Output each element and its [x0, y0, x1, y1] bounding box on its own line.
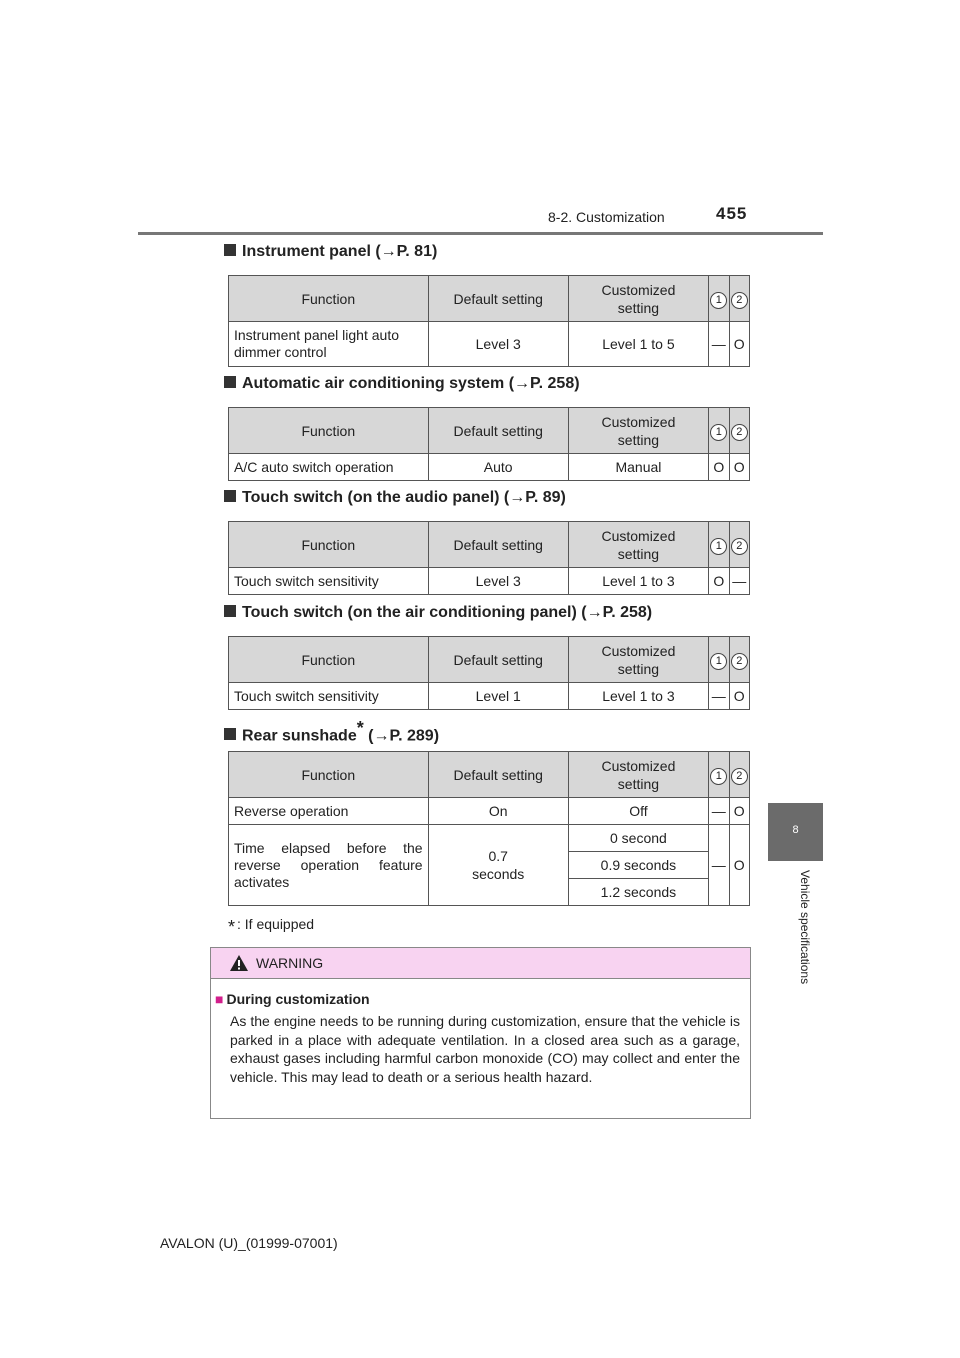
- cell-col-1: O: [709, 454, 729, 481]
- header-default: Default setting: [428, 276, 568, 322]
- cell-col-1: —: [709, 825, 729, 906]
- cell-customized: Level 1 to 5: [568, 322, 708, 367]
- circled-two-icon: 2: [731, 424, 748, 441]
- header-col-1: [709, 408, 729, 454]
- header-col-2: [729, 752, 750, 798]
- header-function: Function: [229, 752, 429, 798]
- chapter-number: 8: [792, 824, 799, 836]
- cell-col-1: —: [709, 322, 729, 367]
- header-col-1: [709, 276, 729, 322]
- cell-function: Touch switch sensitivity: [229, 568, 429, 595]
- table-row: [229, 798, 750, 825]
- cell-col-1: —: [709, 798, 729, 825]
- cell-function: Instrument panel light auto dimmer control: [229, 322, 429, 367]
- warning-triangle-icon: [229, 954, 249, 972]
- cell-option: 0 second: [568, 825, 708, 852]
- cell-customized: Manual: [568, 454, 708, 481]
- circled-two-icon: 2: [731, 538, 748, 555]
- warning-body: As the engine needs to be running during customization, ensure that the vehicle is parked in a place with adequate ventilation. In a closed area such as a garage, exhaust gases including harmful carbon monoxide (CO) may collect and enter the vehicle. This may lead to death or a serious health hazard.: [230, 1013, 740, 1085]
- table-header-row: [229, 276, 750, 322]
- footnote-star: *: [356, 718, 364, 738]
- footnote: * : If equipped: [228, 916, 315, 937]
- header-col-2: [729, 276, 750, 322]
- warning-label: WARNING: [256, 955, 324, 971]
- cell-default: On: [428, 798, 568, 825]
- cell-default: Auto: [428, 454, 568, 481]
- header-section: 8-2. Customization: [548, 209, 665, 225]
- cell-col-2: O: [729, 798, 750, 825]
- table-row: [229, 683, 750, 710]
- circled-two-icon: 2: [731, 653, 748, 670]
- header-customized: Customized setting: [568, 408, 708, 454]
- cell-default: Level 3: [428, 568, 568, 595]
- header-col-2: [729, 637, 750, 683]
- header-default: Default setting: [428, 408, 568, 454]
- circled-one-icon: 1: [710, 424, 727, 441]
- cell-customized: Level 1 to 3: [568, 568, 708, 595]
- table-header-row: [229, 522, 750, 568]
- warning-box: [210, 947, 751, 1119]
- table-header-row: [229, 408, 750, 454]
- circled-one-icon: 1: [710, 538, 727, 555]
- header-rule: [138, 232, 823, 235]
- header-col-2: [729, 408, 750, 454]
- table-row: [229, 568, 750, 595]
- header-function: Function: [229, 276, 429, 322]
- cell-default: Level 3: [428, 322, 568, 367]
- settings-table: [228, 407, 750, 481]
- square-bullet-icon: ■: [215, 991, 224, 1007]
- table-header-row: [229, 752, 750, 798]
- section-title: Touch switch (on the air conditioning panel) (→P. 258): [224, 604, 652, 622]
- cell-default: Level 1: [428, 683, 568, 710]
- page-number: 455: [716, 204, 748, 223]
- square-bullet-icon: [224, 728, 236, 740]
- cell-function: Time elapsed before the reverse operation feature activates: [229, 825, 429, 906]
- header-customized: Customized setting: [568, 522, 708, 568]
- header-default: Default setting: [428, 752, 568, 798]
- cell-customized: Level 1 to 3: [568, 683, 708, 710]
- header-function: Function: [229, 637, 429, 683]
- circled-two-icon: 2: [731, 768, 748, 785]
- warning-header: [211, 948, 750, 979]
- section-title: Touch switch (on the audio panel) (→P. 89): [224, 489, 566, 507]
- cell-default: 0.7 seconds: [428, 825, 568, 906]
- circled-one-icon: 1: [710, 653, 727, 670]
- cell-col-2: O: [729, 683, 750, 710]
- cell-col-1: O: [709, 568, 729, 595]
- header-col-1: [709, 752, 729, 798]
- cell-function: Touch switch sensitivity: [229, 683, 429, 710]
- header-col-2: [729, 522, 750, 568]
- cell-option: 0.9 seconds: [568, 852, 708, 879]
- cell-customized: Off: [568, 798, 708, 825]
- settings-table: [228, 521, 750, 595]
- chapter-title: Vehicle specifications: [798, 870, 812, 985]
- section-title: Rear sunshade* (→P. 289): [224, 718, 439, 745]
- square-bullet-icon: [224, 605, 236, 617]
- table-row: [229, 322, 750, 367]
- cell-option: 1.2 seconds: [568, 879, 708, 906]
- cell-function: Reverse operation: [229, 798, 429, 825]
- footer-model-code: AVALON (U)_(01999-07001): [160, 1235, 338, 1251]
- header-function: Function: [229, 408, 429, 454]
- circled-one-icon: 1: [710, 768, 727, 785]
- cell-col-2: O: [729, 322, 750, 367]
- cell-col-1: —: [709, 683, 729, 710]
- header-customized: Customized setting: [568, 276, 708, 322]
- cell-col-2: —: [729, 568, 750, 595]
- square-bullet-icon: [224, 376, 236, 388]
- table-row: [229, 454, 750, 481]
- square-bullet-icon: [224, 490, 236, 502]
- header-customized: Customized setting: [568, 637, 708, 683]
- cell-col-2: O: [729, 825, 750, 906]
- header-function: Function: [229, 522, 429, 568]
- cell-col-2: O: [729, 454, 750, 481]
- header-col-1: [709, 522, 729, 568]
- settings-table: [228, 751, 750, 906]
- square-bullet-icon: [224, 244, 236, 256]
- cell-function: A/C auto switch operation: [229, 454, 429, 481]
- settings-table: [228, 636, 750, 710]
- header-default: Default setting: [428, 637, 568, 683]
- header-default: Default setting: [428, 522, 568, 568]
- table-header-row: [229, 637, 750, 683]
- header-customized: Customized setting: [568, 752, 708, 798]
- section-title: Automatic air conditioning system (→P. 258): [224, 375, 580, 393]
- circled-one-icon: 1: [710, 292, 727, 309]
- warning-subtitle: ■ During customization: [215, 991, 370, 1007]
- settings-table: [228, 275, 750, 367]
- circled-two-icon: 2: [731, 292, 748, 309]
- header-col-1: [709, 637, 729, 683]
- table-row: [229, 825, 750, 852]
- section-title: Instrument panel (→P. 81): [224, 243, 437, 261]
